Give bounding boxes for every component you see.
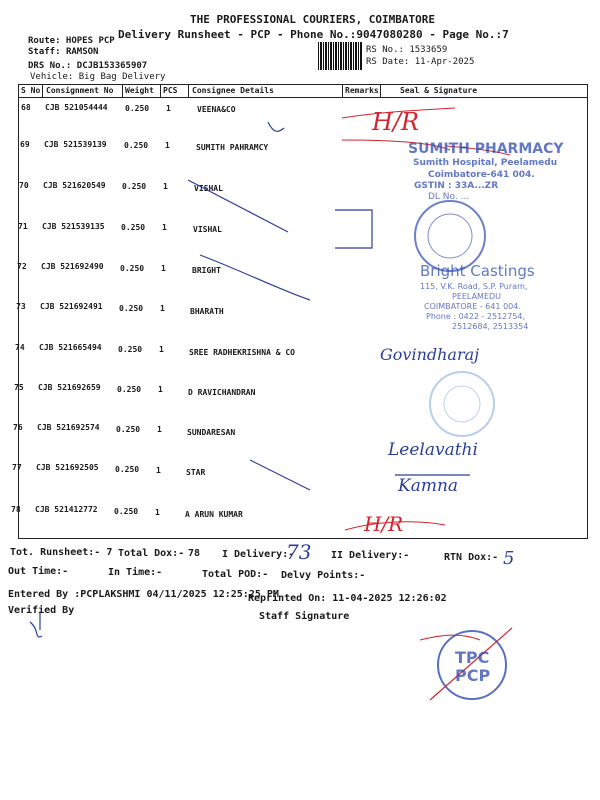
row-weight: 0.250	[119, 304, 144, 313]
col-header-pcs: PCS	[163, 86, 178, 95]
total-dox-label: Total Dox:-	[118, 548, 185, 559]
row-pcs: 1	[166, 104, 171, 113]
total-pod: Total POD:-	[202, 569, 269, 580]
round-stamp	[415, 201, 485, 271]
stamp-sumith-line: Sumith Hospital, Peelamedu	[413, 158, 558, 168]
signature-row-68: H/R	[372, 108, 420, 136]
row-consignment: CJB 521692491	[40, 302, 103, 311]
col-header-consignment: Consignment No	[46, 86, 114, 95]
row-consignee: A ARUN KUMAR	[185, 510, 243, 519]
rtn-dox-value: 5	[503, 548, 515, 569]
stamp-bright-line: 2512684, 2513354	[452, 322, 529, 331]
signature-row-76: Leelavathi	[388, 440, 478, 460]
round-stamp-inner	[428, 214, 472, 258]
row-consignment: CJB 521692574	[37, 423, 100, 432]
row-weight: 0.250	[118, 345, 143, 354]
blue-pen-stroke	[250, 460, 310, 490]
row-sno: 69	[20, 140, 30, 149]
stamp-bright-line: Phone : 0422 - 2512754,	[426, 312, 526, 321]
stamp-tpc: TPC	[455, 648, 490, 667]
stamp-pcp: PCP	[455, 666, 491, 685]
row-pcs: 1	[162, 223, 167, 232]
row-consignment: CJB 521692505	[36, 463, 99, 472]
row-pcs: 1	[156, 466, 161, 475]
route: Route: HOPES PCP	[28, 36, 115, 46]
row-sno: 68	[21, 103, 31, 112]
row-pcs: 1	[161, 264, 166, 273]
row-consignee: VEENA&CO	[197, 105, 236, 114]
row-sno: 75	[14, 383, 24, 392]
row-weight: 0.250	[125, 104, 150, 113]
staff-label: Staff:	[28, 47, 61, 57]
row-sno: 76	[13, 423, 23, 432]
row-consignee: SUMITH PAHRAMCY	[196, 143, 269, 152]
stamp-bright-line: 115, V.K. Road, S.P. Puram,	[420, 282, 528, 291]
row-consignee: SREE RADHEKRISHNA & CO	[189, 348, 295, 357]
row-pcs: 1	[158, 385, 163, 394]
row-consignment: CJB 521412772	[35, 505, 98, 514]
rs-number: RS No.: 1533659	[366, 45, 448, 55]
blue-pen-stroke	[200, 255, 310, 300]
col-header-consignee: Consignee Details	[192, 86, 274, 95]
rtn-dox-label: RTN Dox:-	[444, 552, 499, 563]
row-weight: 0.250	[116, 425, 141, 434]
row-sno: 73	[16, 302, 26, 311]
row-consignee: BHARATH	[190, 307, 224, 316]
col-header-seal: Seal & Signature	[400, 86, 478, 95]
stamp-bright-name: Bright Castings	[420, 262, 535, 280]
signature-row-78: H/R	[364, 512, 404, 536]
row-pcs: 1	[160, 304, 165, 313]
rs-date: RS Date: 11-Apr-2025	[366, 57, 475, 67]
verified-by: Verified By	[8, 605, 75, 616]
staff-signature-label: Staff Signature	[259, 611, 350, 622]
row-weight: 0.250	[124, 141, 149, 150]
company-name: THE PROFESSIONAL COURIERS, COIMBATORE	[190, 13, 436, 26]
faint-round-stamp-inner	[444, 386, 480, 422]
blue-pen-stroke	[335, 210, 372, 248]
row-consignment: CJB 521539135	[42, 222, 105, 231]
col-header-sno: S No	[21, 86, 41, 95]
stamp-sumith-line: DL No. ...	[428, 192, 470, 202]
row-consignee: STAR	[186, 468, 206, 477]
runsheet-title: Delivery Runsheet - PCP - Phone No.:9047080280 - Page No.:7	[118, 28, 509, 41]
row-sno: 74	[15, 343, 25, 352]
row-weight: 0.250	[117, 385, 142, 394]
blue-pen-stroke	[188, 180, 288, 232]
row-consignment: CJB 521620549	[43, 181, 106, 190]
row-pcs: 1	[159, 345, 164, 354]
row-consignment: CJB 521054444	[45, 103, 108, 112]
row-weight: 0.250	[120, 264, 145, 273]
row-weight: 0.250	[121, 223, 146, 232]
row-weight: 0.250	[122, 182, 147, 191]
col-header-remarks: Remarks	[345, 86, 379, 95]
row-consignee: D RAVICHANDRAN	[188, 388, 256, 397]
stamp-bright-line: PEELAMEDU	[452, 292, 502, 301]
total-dox-value: 78	[188, 548, 201, 559]
row-weight: 0.250	[114, 507, 139, 516]
tot-runsheet: Tot. Runsheet:- 7	[10, 547, 113, 558]
row-consignee: BRIGHT	[192, 266, 221, 275]
in-time: In Time:-	[108, 567, 163, 578]
blue-pen-stroke	[268, 122, 284, 131]
row-sno: 78	[11, 505, 21, 514]
staff-value: RAMSON	[65, 47, 99, 57]
row-consignment: CJB 521692490	[41, 262, 104, 271]
row-sno: 77	[12, 463, 22, 472]
row-sno: 72	[17, 262, 27, 271]
row-pcs: 1	[163, 182, 168, 191]
faint-round-stamp	[430, 372, 494, 436]
row-consignee: VISHAL	[194, 184, 223, 193]
entered-by: Entered By :PCPLAKSHMI 04/11/2025 12:25:25 PM	[8, 589, 279, 600]
drs-label: DRS No.:	[28, 61, 72, 71]
i-delivery-label: I Delivery:-	[222, 549, 295, 560]
row-sno: 70	[19, 181, 29, 190]
stamp-sumith-line: Coimbatore-641 004.	[428, 170, 535, 180]
vehicle: Vehicle: Big Bag Delivery	[30, 72, 166, 82]
row-sno: 71	[18, 222, 28, 231]
row-pcs: 1	[165, 141, 170, 150]
row-pcs: 1	[155, 508, 160, 517]
row-consignee: VISHAL	[193, 225, 222, 234]
row-consignment: CJB 521692659	[38, 383, 101, 392]
signature-row-77: Kamna	[398, 476, 459, 496]
ii-delivery-label: II Delivery:-	[331, 550, 410, 561]
row-weight: 0.250	[115, 465, 140, 474]
reprinted-on: Reprinted On: 11-04-2025 12:26:02	[248, 593, 447, 604]
row-consignment: CJB 521539139	[44, 140, 107, 149]
i-delivery-value: 73	[286, 540, 312, 564]
row-pcs: 1	[157, 425, 162, 434]
stamp-bright-line: COIMBATORE - 641 004.	[424, 302, 521, 311]
stamp-sumith-name: SUMITH PHARMACY	[408, 141, 564, 157]
col-header-weight: Weight	[125, 86, 154, 95]
row-consignment: CJB 521665494	[39, 343, 102, 352]
out-time: Out Time:-	[8, 566, 69, 577]
signature-row-74: Govindharaj	[380, 345, 480, 364]
stamp-sumith-line: GSTIN : 33A...ZR	[414, 181, 499, 191]
drs-value: DCJB153365907	[76, 61, 148, 71]
row-consignee: SUNDARESAN	[187, 428, 236, 437]
delvy-points: Delvy Points:-	[281, 570, 366, 581]
